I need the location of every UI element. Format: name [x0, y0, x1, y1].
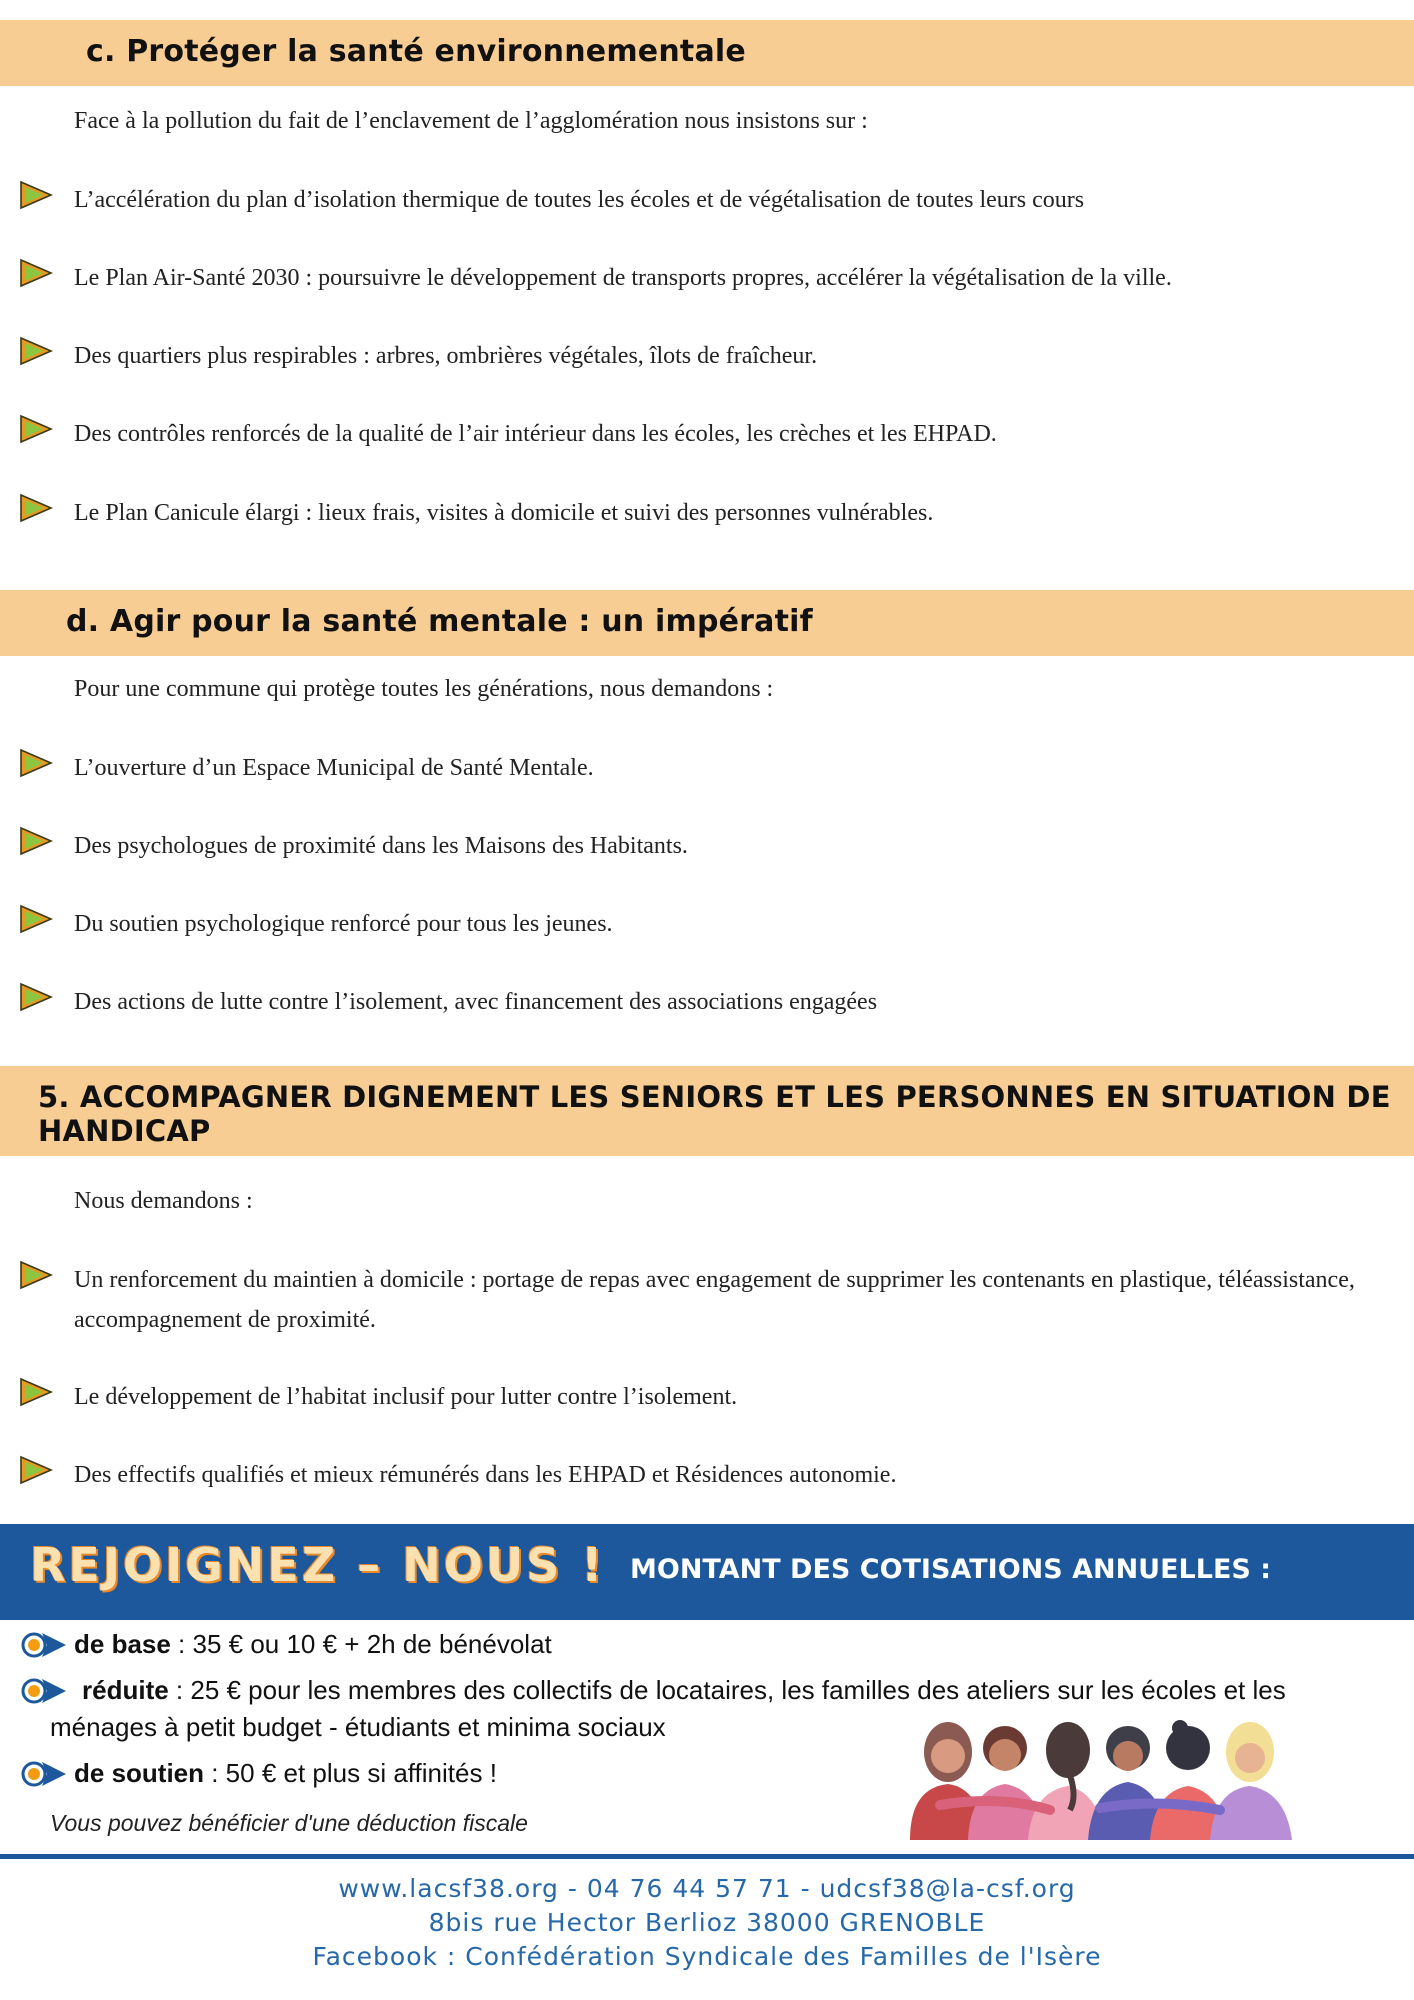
list-item: [18, 180, 1398, 220]
arrow-bullet-icon: [18, 414, 54, 444]
fee-text-cont: ménages à petit budget - étudiants et minima sociaux: [50, 1712, 666, 1742]
arrow-bullet-icon: [18, 748, 54, 778]
list-item-text: Du soutien psychologique renforcé pour tous les jeunes.: [74, 911, 613, 937]
list-item: [18, 904, 1398, 944]
section-5-heading-line2: HANDICAP: [38, 1114, 211, 1148]
section-5-band: [0, 1066, 1414, 1156]
footer-facebook[interactable]: Facebook : Confédération Syndicale des Familles de l'Isère: [312, 1942, 1102, 1971]
target-arrow-icon: [20, 1676, 68, 1706]
arrow-bullet-icon: [18, 904, 54, 934]
arrow-bullet-icon: [18, 826, 54, 856]
people-group-illustration: [900, 1710, 1300, 1840]
arrow-bullet-icon: [18, 180, 54, 210]
footer-address: 8bis rue Hector Berlioz 38000 GRENOBLE: [428, 1908, 986, 1937]
section-d-heading: d. Agir pour la santé mentale : un impératif: [66, 604, 813, 639]
section-d-band: [0, 590, 1414, 656]
arrow-bullet-icon: [18, 493, 54, 523]
list-item-text: Des actions de lutte contre l’isolement, avec financement des associations engagées: [74, 989, 878, 1015]
section-c-intro: Face à la pollution du fait de l’enclavement de l’agglomération nous insistons sur :: [74, 108, 868, 134]
fees-title: MONTANT DES COTISATIONS ANNUELLES :: [630, 1554, 1272, 1585]
list-item: [18, 336, 1398, 376]
list-item: [18, 982, 1398, 1022]
list-item: [18, 258, 1398, 298]
list-item-text: Le Plan Air-Santé 2030 : poursuivre le développement de transports propres, accélérer la végétalisation de la ville.: [74, 265, 1172, 291]
tax-deduction-note: Vous pouvez bénéficier d'une déduction fiscale: [50, 1810, 528, 1836]
arrow-bullet-icon: [18, 982, 54, 1012]
fee-label: réduite: [82, 1675, 169, 1705]
list-item: [18, 493, 1398, 533]
list-item-text: L’ouverture d’un Espace Municipal de Santé Mentale.: [74, 755, 594, 781]
list-item: [18, 1377, 1398, 1417]
list-item-text: Des quartiers plus respirables : arbres, ombrières végétales, îlots de fraîcheur.: [74, 343, 818, 369]
section-5-heading-line1: 5. ACCOMPAGNER DIGNEMENT LES SENIORS ET LES PERSONNES EN SITUATION DE: [38, 1080, 1391, 1114]
fee-text: : 50 € et plus si affinités !: [204, 1758, 497, 1788]
list-item-text: L’accélération du plan d’isolation thermique de toutes les écoles et de végétalisation de toutes leurs cours: [74, 187, 1085, 213]
list-item-text: Le développement de l’habitat inclusif pour lutter contre l’isolement.: [74, 1384, 738, 1410]
footer-divider: [0, 1854, 1414, 1859]
join-banner: [0, 1524, 1414, 1620]
fee-item-base: [20, 1626, 552, 1663]
fee-item-soutien: [20, 1755, 497, 1792]
fee-text: : 35 € ou 10 € + 2h de bénévolat: [170, 1629, 552, 1659]
arrow-bullet-icon: [18, 1260, 54, 1290]
target-arrow-icon: [20, 1759, 68, 1789]
list-item: [18, 826, 1398, 866]
section-c-heading: c. Protéger la santé environnementale: [86, 34, 746, 69]
arrow-bullet-icon: [18, 1455, 54, 1485]
arrow-bullet-icon: [18, 336, 54, 366]
footer-contact[interactable]: www.lacsf38.org - 04 76 44 57 71 - udcsf38@la-csf.org: [338, 1874, 1076, 1903]
section-5-heading: [38, 1080, 1391, 1148]
fee-item-reduite: [20, 1672, 1400, 1709]
list-item-text: Le Plan Canicule élargi : lieux frais, visites à domicile et suivi des personnes vulnérables.: [74, 500, 934, 526]
list-item-text: Des psychologues de proximité dans les Maisons des Habitants.: [74, 833, 688, 859]
list-item: [18, 748, 1398, 788]
list-item: [18, 1455, 1398, 1495]
list-item-text: Un renforcement du maintien à domicile : portage de repas avec engagement de supprimer les contenants en plastique, téléassistance, accompagnement de proximité.: [74, 1267, 1355, 1333]
join-title: REJOIGNEZ – NOUS !: [30, 1538, 606, 1592]
arrow-bullet-icon: [18, 1377, 54, 1407]
list-item: [18, 414, 1398, 454]
list-item: [18, 1260, 1398, 1340]
section-5-intro: Nous demandons :: [74, 1188, 253, 1214]
fee-label: de soutien: [74, 1758, 205, 1788]
target-arrow-icon: [20, 1630, 68, 1660]
list-item-text: Des effectifs qualifiés et mieux rémunérés dans les EHPAD et Résidences autonomie.: [74, 1462, 897, 1488]
fee-item-reduite-cont: [50, 1709, 666, 1746]
fee-label: de base: [74, 1629, 171, 1659]
list-item-text: Des contrôles renforcés de la qualité de l’air intérieur dans les écoles, les crèches et les EHPAD.: [74, 421, 997, 447]
section-c-band: [0, 20, 1414, 86]
arrow-bullet-icon: [18, 258, 54, 288]
fee-text: : 25 € pour les membres des collectifs de locataires, les familles des ateliers sur les écoles et les: [168, 1675, 1286, 1705]
section-d-intro: Pour une commune qui protège toutes les générations, nous demandons :: [74, 676, 774, 702]
